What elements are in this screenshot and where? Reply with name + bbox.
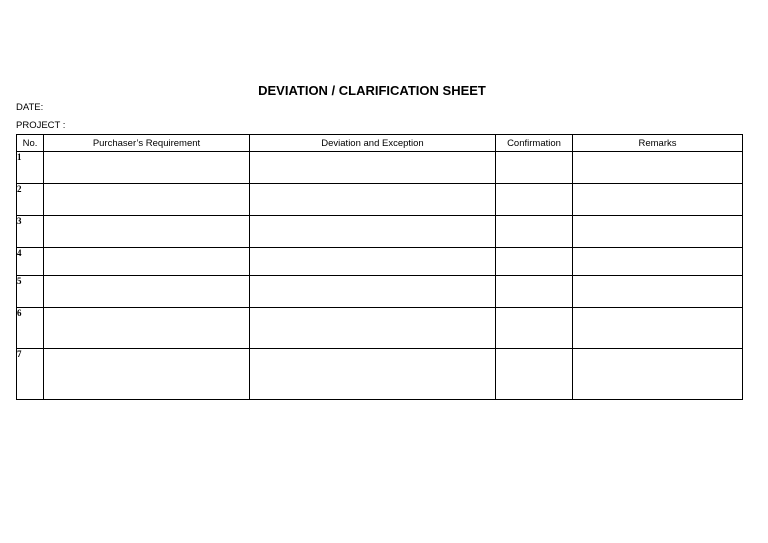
confirmation-cell[interactable] bbox=[496, 349, 573, 400]
confirmation-cell[interactable] bbox=[496, 152, 573, 184]
remarks-cell[interactable] bbox=[573, 152, 743, 184]
header-deviation-exception: Deviation and Exception bbox=[250, 135, 496, 152]
purchaser-requirement-cell[interactable] bbox=[44, 184, 250, 216]
header-purchaser-requirement: Purchaser’s Requirement bbox=[44, 135, 250, 152]
deviation-exception-cell[interactable] bbox=[250, 349, 496, 400]
confirmation-cell[interactable] bbox=[496, 216, 573, 248]
remarks-cell[interactable] bbox=[573, 216, 743, 248]
row-number: 2 bbox=[17, 184, 44, 216]
table-row bbox=[17, 216, 743, 248]
table-row bbox=[17, 349, 743, 400]
table-row bbox=[17, 184, 743, 216]
table-row bbox=[17, 152, 743, 184]
purchaser-requirement-cell[interactable] bbox=[44, 248, 250, 276]
remarks-cell[interactable] bbox=[573, 276, 743, 308]
deviation-exception-cell[interactable] bbox=[250, 276, 496, 308]
table-row bbox=[17, 248, 743, 276]
header-confirmation: Confirmation bbox=[496, 135, 573, 152]
deviation-exception-cell[interactable] bbox=[250, 152, 496, 184]
sheet-title: DEVIATION / CLARIFICATION SHEET bbox=[258, 83, 486, 98]
deviation-exception-cell[interactable] bbox=[250, 308, 496, 349]
row-number: 3 bbox=[17, 216, 44, 248]
deviation-exception-cell[interactable] bbox=[250, 216, 496, 248]
row-number: 5 bbox=[17, 276, 44, 308]
purchaser-requirement-cell[interactable] bbox=[44, 152, 250, 184]
table-row bbox=[17, 308, 743, 349]
confirmation-cell[interactable] bbox=[496, 276, 573, 308]
remarks-cell[interactable] bbox=[573, 184, 743, 216]
remarks-cell[interactable] bbox=[573, 308, 743, 349]
table-row bbox=[17, 276, 743, 308]
header-no: No. bbox=[17, 135, 44, 152]
date-label: DATE: bbox=[16, 102, 44, 113]
row-number: 7 bbox=[17, 349, 44, 400]
row-number: 1 bbox=[17, 152, 44, 184]
table-header-row bbox=[17, 135, 743, 152]
confirmation-cell[interactable] bbox=[496, 248, 573, 276]
project-label: PROJECT : bbox=[16, 120, 66, 131]
remarks-cell[interactable] bbox=[573, 248, 743, 276]
deviation-exception-cell[interactable] bbox=[250, 248, 496, 276]
deviation-exception-cell[interactable] bbox=[250, 184, 496, 216]
remarks-cell[interactable] bbox=[573, 349, 743, 400]
purchaser-requirement-cell[interactable] bbox=[44, 308, 250, 349]
row-number: 4 bbox=[17, 248, 44, 276]
purchaser-requirement-cell[interactable] bbox=[44, 276, 250, 308]
purchaser-requirement-cell[interactable] bbox=[44, 216, 250, 248]
purchaser-requirement-cell[interactable] bbox=[44, 349, 250, 400]
confirmation-cell[interactable] bbox=[496, 308, 573, 349]
deviation-table bbox=[16, 134, 743, 400]
confirmation-cell[interactable] bbox=[496, 184, 573, 216]
header-remarks: Remarks bbox=[573, 135, 743, 152]
row-number: 6 bbox=[17, 308, 44, 349]
